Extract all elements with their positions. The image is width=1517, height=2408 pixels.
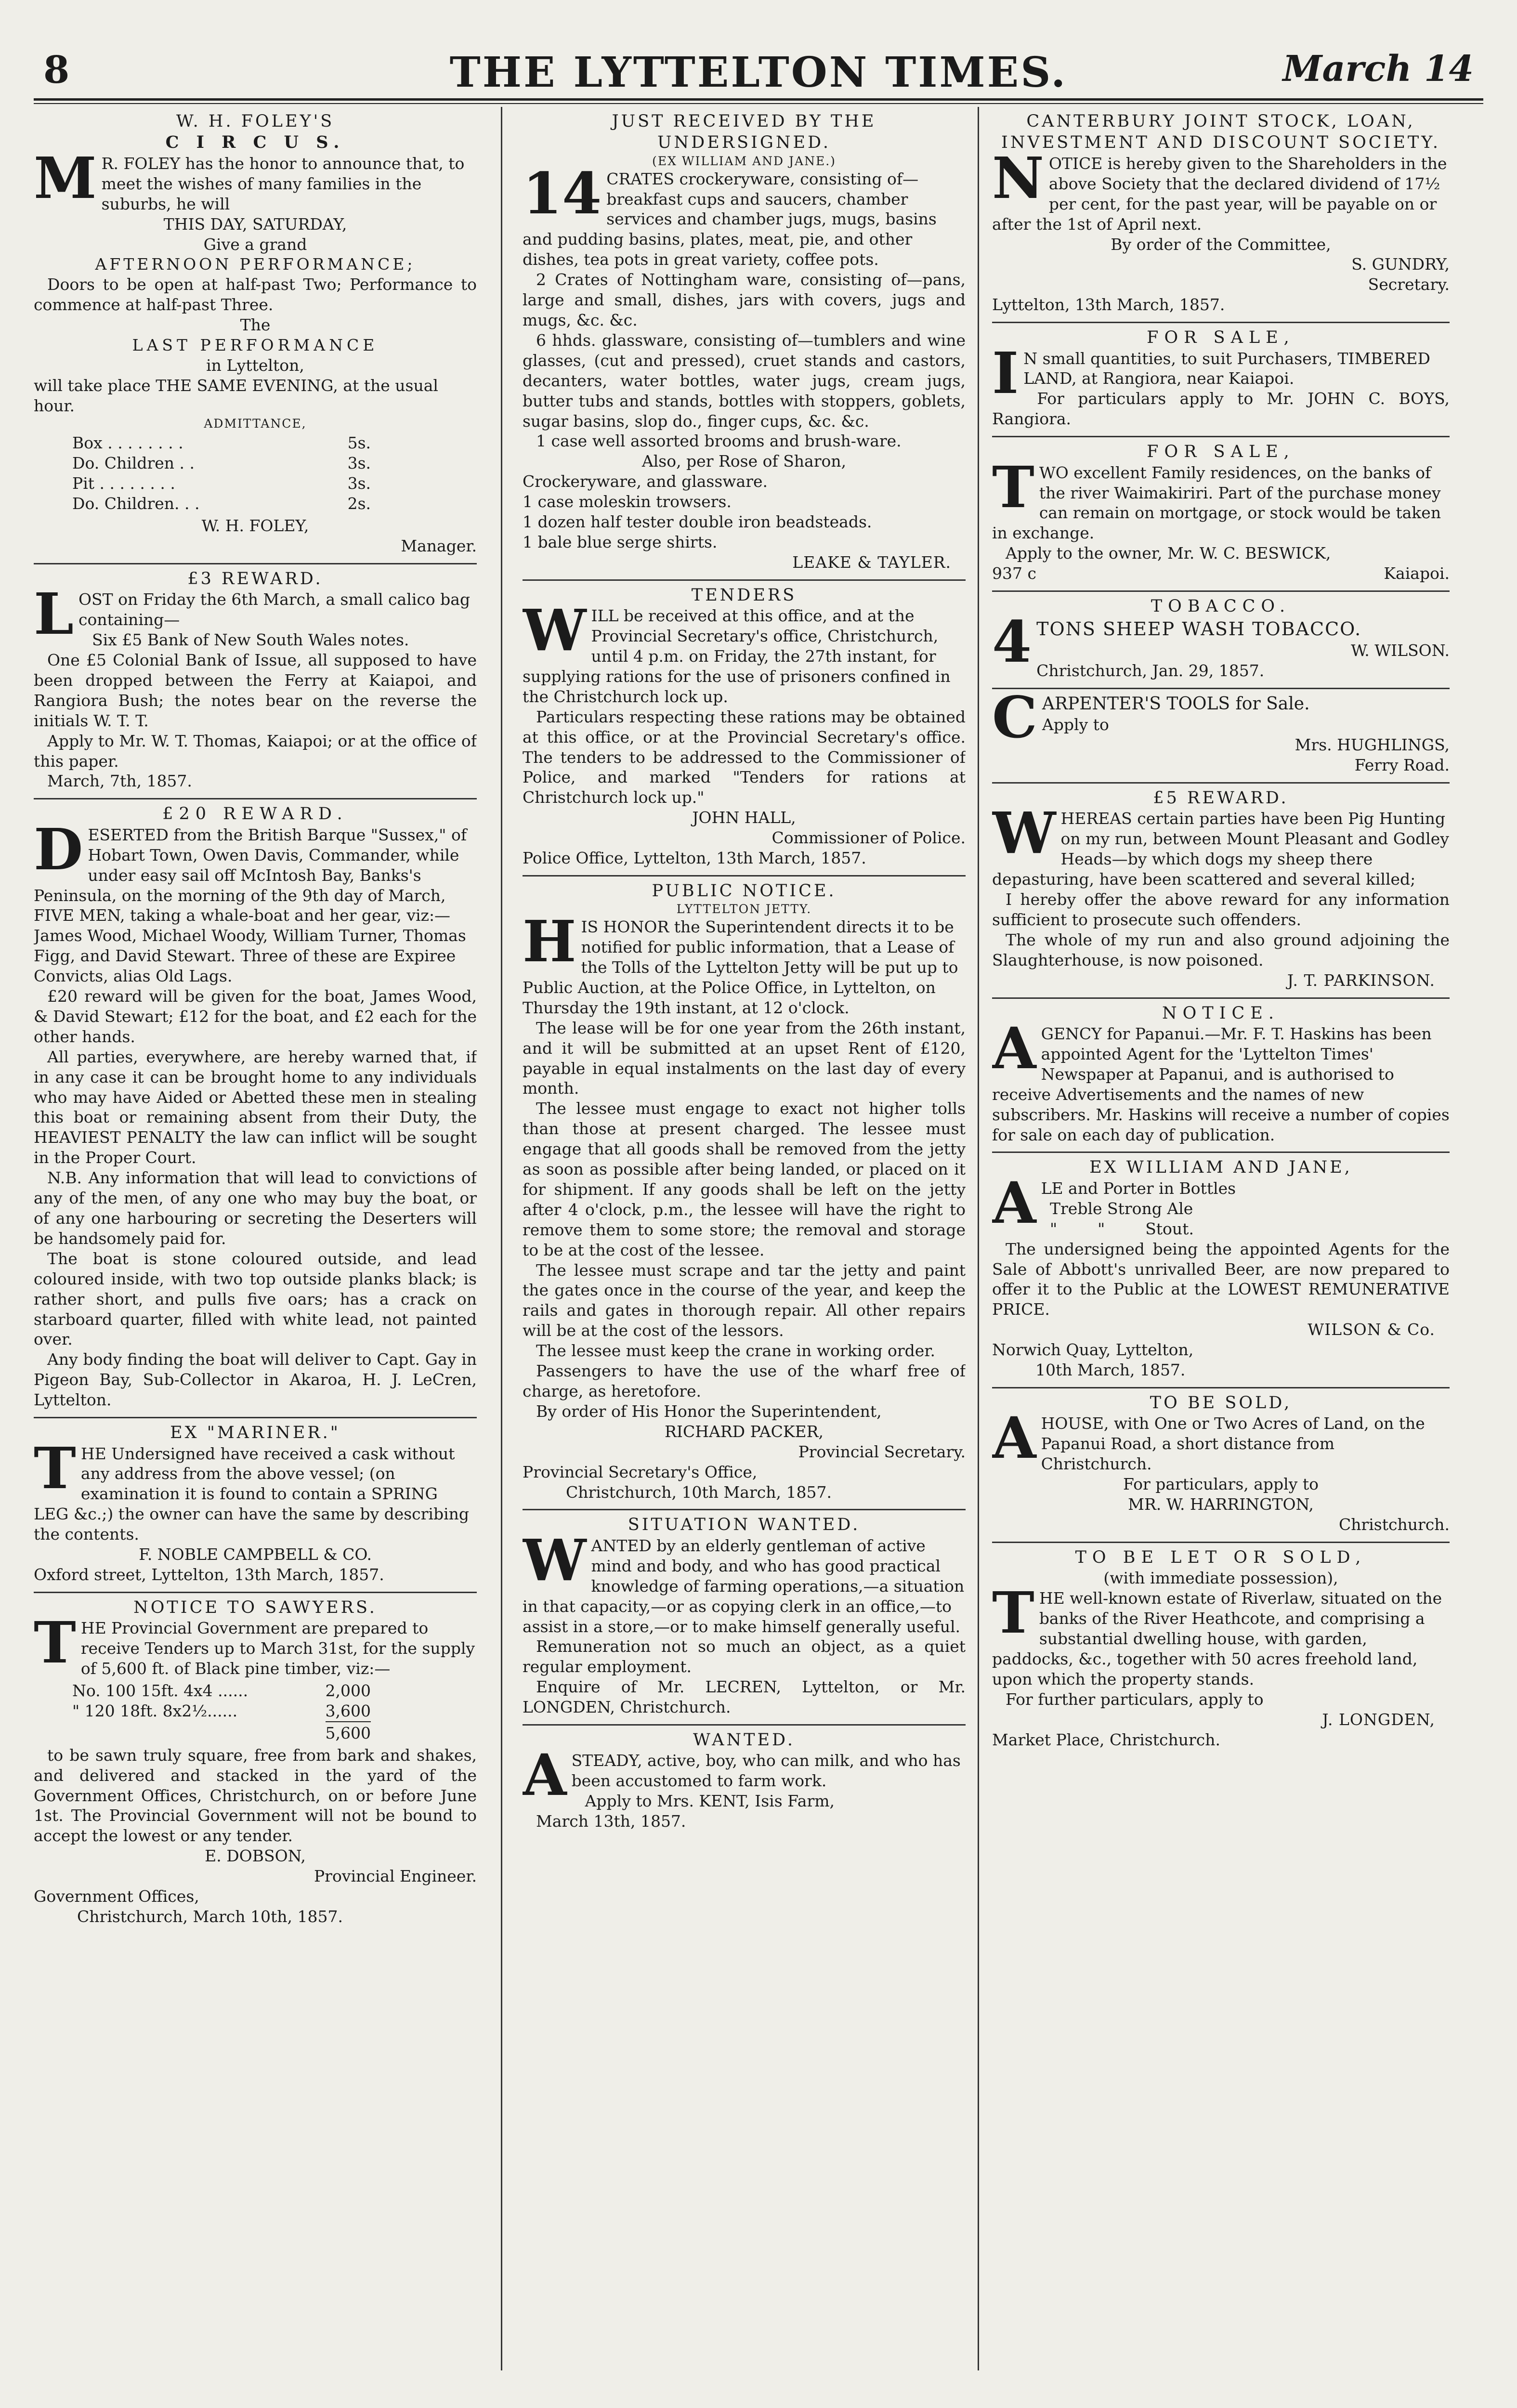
ad-paragraph: One £5 Colonial Bank of Issue, all supposed to have been dropped between the Ferry at Kaiapoi, and Rangiora Bush; the notes bear on the reverse the initials W. T. T. bbox=[34, 651, 477, 730]
ad-address: 10th March, 1857. bbox=[1035, 1361, 1186, 1380]
ad-date: March, 7th, 1857. bbox=[47, 772, 192, 791]
ad-paragraph: The whole of my run and also ground adjoining the Slaughterhouse, is now poisoned. bbox=[992, 930, 1450, 969]
situation-wanted-ad bbox=[523, 1510, 966, 1726]
ad-title: JUST RECEIVED BY THE UNDERSIGNED. bbox=[612, 112, 876, 153]
ad-body: LE and Porter in Bottles bbox=[1041, 1178, 1236, 1198]
drop-cap: A bbox=[992, 1015, 1036, 1082]
ale-porter-ad bbox=[992, 1153, 1450, 1388]
drop-cap: W bbox=[992, 799, 1056, 867]
drop-cap: L bbox=[34, 580, 74, 648]
ad-title: TENDERS bbox=[691, 585, 797, 605]
crockery-ad bbox=[523, 107, 966, 581]
price-label: Do. Children. . . bbox=[72, 494, 200, 513]
ad-title: WANTED. bbox=[693, 1730, 795, 1750]
ad-line: Crockeryware, and glassware. bbox=[523, 472, 768, 491]
drop-cap: W bbox=[523, 597, 587, 664]
ad-paragraph: Passengers to have the use of the wharf free of charge, as heretofore. bbox=[523, 1361, 966, 1400]
ad-line: " " Stout. bbox=[1050, 1219, 1194, 1238]
ad-body: HOUSE, with One or Two Acres of Land, on the Papanui Road, a short distance from Christchurch. bbox=[1041, 1414, 1425, 1474]
signature-title: Secretary. bbox=[1368, 275, 1450, 294]
reward-20-ad bbox=[34, 799, 477, 1418]
ad-title: TO BE LET OR SOLD, bbox=[1075, 1547, 1367, 1567]
signature-title: Provincial Secretary. bbox=[798, 1442, 966, 1461]
ad-address: Police Office, Lyttelton, 13th March, 1857. bbox=[523, 849, 866, 868]
signature-address: Ferry Road. bbox=[1354, 756, 1450, 775]
ad-line: For particulars, apply to bbox=[1123, 1475, 1319, 1494]
timber-total-row bbox=[72, 1721, 371, 1743]
ad-paragraph: Six £5 Bank of New South Wales notes. bbox=[92, 630, 409, 650]
column-3 bbox=[992, 107, 1450, 2370]
ad-paragraph: 1 case well assorted brooms and brush-ware. bbox=[536, 432, 902, 451]
ad-address: Oxford street, Lyttelton, 13th March, 1857. bbox=[34, 1565, 384, 1584]
ad-footer bbox=[992, 563, 1450, 584]
to-let-or-sold-ad bbox=[992, 1543, 1450, 1757]
ad-paragraph: Particulars respecting these rations may be obtained at this office, or at the Provincial Secretary's office. The tenders to be addressed to the Commissioner of Police, and marked "Tenders for rations at Christchurch lock up." bbox=[523, 707, 966, 807]
drop-cap: T bbox=[992, 1579, 1034, 1647]
timber-desc: " 120 18ft. 8x2½...... bbox=[72, 1701, 238, 1720]
ad-address: Lyttelton, 13th March, 1857. bbox=[992, 295, 1225, 314]
ad-body: OTICE is hereby given to the Shareholders in the above Society that the declared dividend of 17½ per cent, for the past year, will be payable on or after the 1st of April next. bbox=[992, 154, 1447, 234]
price-row bbox=[72, 453, 371, 473]
wanted-ad bbox=[523, 1726, 966, 1838]
drop-cap: M bbox=[34, 144, 97, 211]
ad-title: FOR SALE, bbox=[1147, 442, 1295, 462]
price-row bbox=[72, 433, 371, 453]
drop-cap: 14 bbox=[523, 159, 602, 227]
column-divider bbox=[501, 107, 502, 2370]
ad-body: STEADY, active, boy, who can milk, and who has been accustomed to farm work. bbox=[571, 1751, 961, 1791]
signature-title: Provincial Engineer. bbox=[314, 1867, 477, 1886]
ad-title: NOTICE. bbox=[1162, 1003, 1280, 1023]
circus-ad bbox=[34, 107, 477, 564]
price-row bbox=[72, 473, 371, 494]
ad-title: EX "MARINER." bbox=[170, 1423, 340, 1443]
ad-paragraph: By order of His Honor the Superintendent, bbox=[536, 1401, 882, 1421]
drop-cap: 4 bbox=[992, 608, 1032, 675]
for-sale-land-ad bbox=[992, 323, 1450, 437]
signature-name: S. GUNDRY, bbox=[1351, 255, 1450, 274]
column-1 bbox=[34, 107, 477, 2370]
drop-cap: A bbox=[992, 1169, 1036, 1236]
ad-line: Apply to bbox=[1042, 715, 1109, 734]
agency-notice bbox=[992, 999, 1450, 1153]
signature-name: LEAKE & TAYLER. bbox=[792, 552, 951, 572]
page-number: 8 bbox=[43, 48, 70, 92]
signature-address: Christchurch. bbox=[1338, 1515, 1450, 1534]
ad-title: CANTERBURY JOINT STOCK, LOAN, INVESTMENT AND DISCOUNT SOCIETY. bbox=[1001, 112, 1440, 153]
drop-cap: T bbox=[34, 1609, 76, 1676]
price-value: 3s. bbox=[347, 474, 371, 493]
ad-subtitle: LYTTELTON JETTY. bbox=[676, 902, 812, 916]
ad-title: £20 REWARD. bbox=[162, 804, 348, 824]
ad-paragraph: 6 hhds. glassware, consisting of—tumblers and wine glasses, (cut and pressed), cruet stands and castors, decanters, water bottles, water jugs, cream jugs, butter tubs and stands, bottles with stoppers, goblets, sugar basins, slop do., finger cups, &c. &c. bbox=[523, 330, 966, 431]
price-label: Do. Children . . bbox=[72, 454, 195, 473]
ad-title: EX WILLIAM AND JANE, bbox=[1089, 1158, 1352, 1178]
ad-paragraph: 2 Crates of Nottingham ware, consisting of—pans, large and small, dishes, jars with covers, jugs and mugs, &c. &c. bbox=[523, 270, 966, 329]
ad-place: Kaiapoi. bbox=[1384, 564, 1450, 583]
timber-qty: 3,600 bbox=[325, 1701, 371, 1720]
ad-line: 1 case moleskin trowsers. bbox=[523, 492, 732, 511]
ad-body: HEREAS certain parties have been Pig Hunting on my run, between Mount Pleasant and Godley Heads—by which dogs my sheep there depasturing, have been scattered and several killed; bbox=[992, 809, 1449, 889]
ad-address: Christchurch, 10th March, 1857. bbox=[566, 1482, 832, 1502]
ad-body: IS HONOR the Superintendent directs it to be notified for public information, that a Lease of the Tolls of the Lyttelton Jetty will be put up to Public Auction, at the Police Office, in Lyttelton, on Thursday the 19th instant, at 12 o'clock. bbox=[523, 917, 958, 1017]
ad-address: Market Place, Christchurch. bbox=[992, 1730, 1220, 1749]
ad-subtitle: C I R C U S. bbox=[165, 132, 345, 153]
ad-paragraph: Remuneration not so much an object, as a quiet regular employment. bbox=[523, 1637, 966, 1676]
price-value: 3s. bbox=[347, 454, 371, 473]
timber-row bbox=[72, 1681, 371, 1701]
ad-paragraph: Apply to the owner, Mr. W. C. BESWICK, bbox=[1006, 544, 1331, 563]
ad-paragraph: The lessee must keep the crane in working order. bbox=[536, 1341, 935, 1361]
ad-title: W. H. FOLEY'S bbox=[176, 112, 335, 131]
drop-cap: T bbox=[992, 453, 1034, 521]
ad-date: March 13th, 1857. bbox=[536, 1812, 686, 1831]
ad-title: £5 REWARD. bbox=[1153, 788, 1289, 808]
ad-paragraph: Apply to Mr. W. T. Thomas, Kaiapoi; or at the office of this paper. bbox=[34, 731, 477, 771]
ad-paragraph: The lessee must engage to exact not higher tolls than those at present charged. The lessee must engage that all goods shall be removed from the jetty as soon as possible after being landed, or placed on it for shipment. If any goods shall be left on the jetty after 4 o'clock, p.m., the lessee will have the right to remove them to some store; the removal and storage to be at the cost of the lessee. bbox=[523, 1099, 966, 1259]
ad-title: NOTICE TO SAWYERS. bbox=[133, 1597, 377, 1617]
ad-paragraph: Enquire of Mr. LECREN, Lyttelton, or Mr. LONGDEN, Christchurch. bbox=[523, 1677, 966, 1717]
signature-name: J. T. PARKINSON. bbox=[1287, 970, 1435, 990]
price-label: Pit . . . . . . . . bbox=[72, 474, 175, 493]
signature-name: W. H. FOLEY, bbox=[201, 516, 309, 536]
timber-qty: 2,000 bbox=[325, 1681, 371, 1700]
ad-line: LAST PERFORMANCE bbox=[132, 336, 379, 355]
ad-paragraph: For further particulars, apply to bbox=[1006, 1689, 1264, 1709]
canterbury-society-notice bbox=[992, 107, 1450, 323]
ad-body: CRATES crockeryware, consisting of—breakfast cups and saucers, chamber services and chamber jugs, mugs, basins and pudding basins, plates, meat, pie, and other dishes, tea pots in great variety, coffee pots. bbox=[523, 169, 937, 269]
ad-body: TONS SHEEP WASH TOBACCO. bbox=[1036, 618, 1362, 640]
ad-body: HE well-known estate of Riverlaw, situated on the banks of the River Heathcote, and comprising a substantial dwelling house, with garden, paddocks, &c., together with 50 acres freehold land, upon which the property stands. bbox=[992, 1589, 1442, 1688]
ad-paragraph: N.B. Any information that will lead to convictions of any of the men, of any one who may buy the boat, or of any one harbouring or secreting the Deserters will be handsomely paid for. bbox=[34, 1168, 477, 1248]
jetty-notice bbox=[523, 877, 966, 1510]
ad-title: TOBACCO. bbox=[1151, 597, 1291, 616]
masthead-rule-thin bbox=[34, 103, 1483, 104]
ad-body: ESERTED from the British Barque "Sussex," of Hobart Town, Owen Davis, Commander, while under easy sail off McIntosh Bay, Banks's Peninsula, on the morning of the 9th day of March, FIVE MEN, taking a whale-boat and her gear, viz:—James Wood, Michael Woody, William Turner, Thomas Figg, and David Stewart. Three of these are Expiree Convicts, alias Old Lags. bbox=[34, 825, 467, 986]
signature-title: Commissioner of Police. bbox=[772, 828, 966, 848]
drop-cap: H bbox=[523, 908, 576, 975]
ad-title: £3 REWARD. bbox=[187, 569, 323, 589]
signature-name: F. NOBLE CAMPBELL & CO. bbox=[139, 1545, 372, 1564]
ad-address: Norwich Quay, Lyttelton, bbox=[992, 1340, 1194, 1360]
price-label: Box . . . . . . . . bbox=[72, 433, 183, 453]
drop-cap: N bbox=[992, 144, 1044, 211]
price-value: 5s. bbox=[347, 433, 371, 453]
ad-paragraph: All parties, everywhere, are hereby warned that, if in any case it can be brought home to any individuals who may have Aided or Abetted these men in stealing this boat or remaining absent from their Duty, the HEAVIEST PENALTY the law can inflict will be sought in the Proper Court. bbox=[34, 1047, 477, 1167]
admittance-heading: ADMITTANCE, bbox=[204, 416, 307, 431]
ad-body: ARPENTER'S TOOLS for Sale. bbox=[1042, 694, 1310, 714]
ad-paragraph: The lessee must scrape and tar the jetty and paint the gates once in the course of the year, and keep the rails and gates in thorough repair. All other repairs will be at the cost of the lessors. bbox=[523, 1260, 966, 1340]
ad-line: The bbox=[240, 315, 271, 335]
ad-subtitle: (EX WILLIAM AND JANE.) bbox=[652, 154, 836, 168]
signature-name: MR. W. HARRINGTON, bbox=[1128, 1495, 1314, 1514]
ad-line: 1 bale blue serge shirts. bbox=[523, 532, 718, 551]
signature-name: RICHARD PACKER, bbox=[665, 1422, 824, 1441]
ad-title: PUBLIC NOTICE. bbox=[652, 881, 837, 901]
ad-line: in Lyttelton, bbox=[206, 355, 304, 375]
ad-line: THIS DAY, SATURDAY, bbox=[163, 214, 347, 234]
signature-name: E. DOBSON, bbox=[205, 1846, 306, 1866]
ad-body: HE Provincial Government are prepared to receive Tenders up to March 31st, for the supply of 5,600 ft. of Black pine timber, viz:— bbox=[80, 1619, 475, 1678]
mariner-ad bbox=[34, 1418, 477, 1593]
timber-desc: No. 100 15ft. 4x4 ...... bbox=[72, 1681, 248, 1700]
tenders-ad bbox=[523, 581, 966, 877]
ad-paragraph: Apply to Mrs. KENT, Isis Farm, bbox=[585, 1792, 835, 1811]
ad-paragraph: to be sawn truly square, free from bark and shakes, and delivered and stacked in the yard of the Government Offices, Christchurch, on or before June 1st. The Provincial Government will not be bound to accept the lowest or any tender. bbox=[34, 1745, 477, 1845]
ad-body: GENCY for Papanui.—Mr. F. T. Haskins has been appointed Agent for the 'Lyttelton Times' Newspaper at Papanui, and is authorised to receive Advertisements and the names of new subscribers. Mr. Haskins will receive a number of copies for sale on each day of publication. bbox=[992, 1024, 1450, 1144]
issue-date: March 14 bbox=[1282, 48, 1474, 90]
drop-cap: I bbox=[992, 339, 1019, 406]
ad-line: Give a grand bbox=[203, 235, 307, 254]
ad-line: AFTERNOON PERFORMANCE; bbox=[95, 255, 416, 274]
signature-title: Manager. bbox=[401, 536, 477, 555]
ad-line: Doors to be open at half-past Two; Performance to commence at half-past Three. bbox=[34, 275, 477, 314]
column-2 bbox=[523, 107, 966, 2370]
ad-body: WO excellent Family residences, on the banks of the river Waimakiriri. Part of the purchase money can remain on mortgage, or stock would be taken in exchange. bbox=[992, 463, 1441, 543]
ad-body: ILL be received at this office, and at the Provincial Secretary's office, Christchurch, until 4 p.m. on Friday, the 27th instant, for supplying rations for the use of prisoners confined in the Christchurch lock up. bbox=[523, 606, 951, 706]
signature-name: Mrs. HUGHLINGS, bbox=[1295, 735, 1450, 755]
ad-line: By order of the Committee, bbox=[1111, 235, 1331, 254]
drop-cap: T bbox=[34, 1434, 76, 1502]
ad-paragraph: For particulars apply to Mr. JOHN C. BOYS, Rangiora. bbox=[992, 389, 1450, 429]
ad-title: SITUATION WANTED. bbox=[628, 1515, 861, 1535]
to-be-sold-ad bbox=[992, 1388, 1450, 1543]
ad-body: R. FOLEY has the honor to announce that, to meet the wishes of many families in the suburbs, he will bbox=[101, 154, 465, 213]
ad-title: FOR SALE, bbox=[1147, 328, 1295, 348]
drop-cap: W bbox=[523, 1526, 587, 1594]
timber-list bbox=[72, 1681, 477, 1743]
ad-paragraph: £20 reward will be given for the boat, James Wood, & David Stewart; £12 for the boat, and £2 each for the other hands. bbox=[34, 987, 477, 1046]
ad-body: OST on Friday the 6th March, a small calico bag containing— bbox=[78, 590, 471, 629]
timber-row bbox=[72, 1701, 371, 1721]
ad-paragraph: The lease will be for one year from the 26th instant, and it will be submitted at an upset Rent of £120, payable in equal instalments on the last day of every month. bbox=[523, 1018, 966, 1098]
price-row bbox=[72, 494, 371, 514]
carpenter-tools-ad bbox=[992, 683, 1450, 784]
ad-body: HE Undersigned have received a cask without any address from the above vessel; (on examination it is found to contain a SPRING LEG &c.;) the owner can have the same by describing the contents. bbox=[34, 1444, 470, 1544]
ad-line: will take place THE SAME EVENING, at the usual hour. bbox=[34, 376, 438, 415]
ad-line: Treble Strong Ale bbox=[1050, 1199, 1193, 1218]
ad-subtitle: (with immediate possession), bbox=[1103, 1569, 1338, 1588]
reward-3-ad bbox=[34, 564, 477, 800]
signature-name: W. WILSON. bbox=[1351, 641, 1450, 660]
signature-name: WILSON & Co. bbox=[1308, 1320, 1435, 1339]
tobacco-ad bbox=[992, 592, 1450, 689]
drop-cap: D bbox=[34, 815, 83, 883]
ad-body: ANTED by an elderly gentleman of active mind and body, and who has good practical knowledge of farming operations,—a situation in that capacity,—or as copying clerk in an office,—to assist in a store,—or to make himself generally useful. bbox=[523, 1536, 965, 1636]
ad-title: TO BE SOLD, bbox=[1150, 1393, 1292, 1413]
ad-paragraph: The undersigned being the appointed Agents for the Sale of Abbott's unrivalled Beer, are now prepared to offer it to the Public at the LOWEST REMUNERATIVE PRICE. bbox=[992, 1239, 1450, 1319]
timber-total: 5,600 bbox=[326, 1721, 371, 1743]
newspaper-title: THE LYTTELTON TIMES. bbox=[449, 48, 1068, 97]
reward-5-ad bbox=[992, 784, 1450, 999]
masthead bbox=[34, 48, 1483, 106]
signature-name: JOHN HALL, bbox=[692, 808, 796, 827]
price-list bbox=[72, 433, 477, 514]
sawyers-notice bbox=[34, 1593, 477, 1934]
ad-line: 1 dozen half tester double iron beadsteads. bbox=[523, 512, 872, 532]
ad-line: Also, per Rose of Sharon, bbox=[641, 452, 847, 471]
ad-address: Provincial Secretary's Office, bbox=[523, 1462, 758, 1481]
ad-address: Christchurch, March 10th, 1857. bbox=[77, 1907, 343, 1926]
ad-paragraph: The boat is stone coloured outside, and lead coloured inside, with two top outside planks black; is rather short, and pulls five oars; has a crack on starboard quarter, filled with white lead, not painted over. bbox=[34, 1249, 477, 1349]
ad-ref: 937 c bbox=[992, 564, 1036, 583]
ad-paragraph: I hereby offer the above reward for any information sufficient to prosecute such offenders. bbox=[992, 890, 1450, 929]
signature-name: J. LONGDEN, bbox=[1322, 1710, 1435, 1729]
drop-cap: A bbox=[992, 1404, 1036, 1472]
ad-address: Christchurch, Jan. 29, 1857. bbox=[1036, 661, 1265, 680]
drop-cap: C bbox=[992, 683, 1037, 751]
ad-paragraph: Any body finding the boat will deliver to Capt. Gay in Pigeon Bay, Sub-Collector in Akaroa, H. J. LeCren, Lyttelton. bbox=[34, 1350, 477, 1410]
ad-body: N small quantities, to suit Purchasers, TIMBERED LAND, at Rangiora, near Kaiapoi. bbox=[1023, 349, 1430, 388]
price-value: 2s. bbox=[347, 494, 371, 513]
masthead-rule bbox=[34, 98, 1483, 101]
drop-cap: A bbox=[523, 1741, 567, 1809]
column-divider bbox=[978, 107, 979, 2370]
for-sale-residences-ad bbox=[992, 437, 1450, 592]
ad-address: Government Offices, bbox=[34, 1887, 199, 1906]
